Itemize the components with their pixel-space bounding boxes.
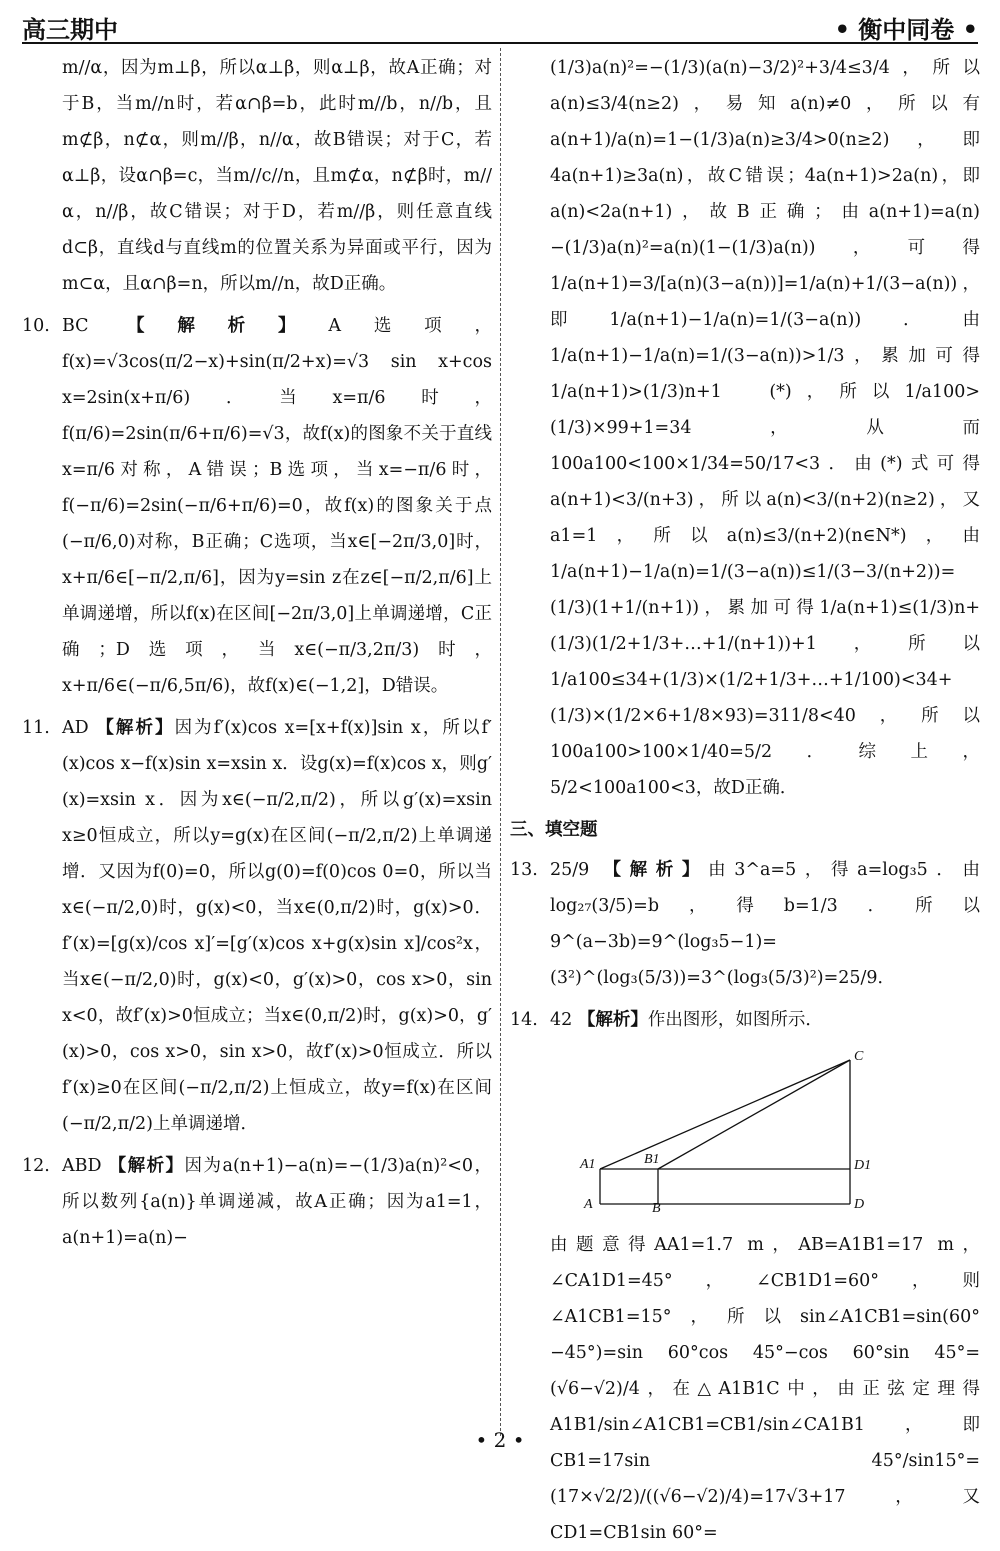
left-column xyxy=(22,50,492,1262)
analysis-tag: 【解析】 xyxy=(96,718,175,738)
question-12 xyxy=(22,1148,492,1256)
page-number: • 2 • xyxy=(475,1428,525,1452)
label-b1: B1 xyxy=(644,1152,660,1167)
analysis-tag: 【解析】 xyxy=(126,316,329,336)
question-number: 11. xyxy=(22,718,50,738)
label-c: C xyxy=(854,1049,864,1064)
geometry-figure xyxy=(550,1044,980,1227)
column-divider xyxy=(500,48,501,1436)
answer: 42 xyxy=(550,1010,573,1030)
question-10 xyxy=(22,308,492,704)
header-title: 高三期中 xyxy=(22,15,118,44)
question-number: 10. xyxy=(22,316,50,336)
question-13 xyxy=(510,852,980,996)
q12-continuation: (1/3)a(n)²=−(1/3)(a(n)−3/2)²+3/4≤3/4，所以a(n)≤3/4(n≥2)，易知a(n)≠0，所以有a(n+1)/a(n)=1−(1/3)a(n)≥3/4>0(n≥2)，即4a(n+1)≥3a(n)，故C错误；4a(n+1)>2a(n)，即a(n)<2a(n+1)，故B正确；由a(n+1)=a(n)−(1/3)a(n)²=a(n)(1−(1/3)a(n))，可得1/a(n+1)=3/[a(n)(3−a(n))]=1/a(n)+1/(3−a(n))，即1/a(n+1)−1/a(n)=1/(3−a(n))．由1/a(n+1)−1/a(n)=1/(3−a(n))>1/3，累加可得1/a(n+1)>(1/3)n+1 (*)，所以1/a100>(1/3)×99+1=34，从而100a100<100×1/34=50/17<3．由(*)式可得a(n+1)<3/(n+3)，所以a(n)<3/(n+2)(n≥2)，又a1=1，所以a(n)≤3/(n+2)(n∈N*)，由1/a(n+1)−1/a(n)=1/(3−a(n))≤1/(3−3/(n+2))=(1/3)(1+1/(n+1))，累加可得1/a(n+1)≤(1/3)n+(1/3)(1/2+1/3+…+1/(n+1))+1，所以1/a100≤34+(1/3)×(1/2+1/3+…+1/100)<34+(1/3)×(1/2×6+1/8×93)=311/8<40，所以100a100>100×1/40=5/2．综上，5/2<100a100<3，故D正确． xyxy=(550,58,980,798)
answer: AD xyxy=(62,718,89,738)
answer: 25/9 xyxy=(550,860,590,880)
question-number: 14. xyxy=(510,1010,538,1030)
question-number: 12. xyxy=(22,1156,50,1176)
label-a: A xyxy=(584,1197,593,1212)
header-brand: • 衡中同卷 • xyxy=(834,15,978,44)
analysis-tag: 【解析】 xyxy=(577,1010,648,1030)
analysis-text: 由3^a=5，得a=log₃5．由log₂₇(3/5)=b，得b=1/3．所以9^(a−3b)=9^(log₃5−1)=(3²)^(log₃(5/3))=3^(log₃(5/3)²)=25/9． xyxy=(550,860,980,988)
analysis-tag: 【解析】 xyxy=(108,1156,185,1176)
q9-continuation: m//α，因为m⊥β，所以α⊥β，则α⊥β，故A正确；对于B，当m//n时，若α∩β=b，此时m//b，n//b，且m⊄β，n⊄α，则m//β，n//α，故B错误；对于C，若α⊥β，设α∩β=c，当m//c//n，且m⊄α，n⊄β时，m//α，n//β，故C错误；对于D，若m//β，则任意直线d⊂β，直线d与直线m的位置关系为异面或平行，因为m⊂α，且α∩β=n，所以m//n，故D正确。 xyxy=(62,58,492,294)
line-a1-c xyxy=(600,1060,850,1169)
line-b1-c xyxy=(658,1060,850,1169)
question-number: 13. xyxy=(510,860,538,880)
label-d1: D1 xyxy=(854,1158,870,1173)
question-11 xyxy=(22,710,492,1142)
section-heading: 三、填空题 xyxy=(510,820,598,840)
answer: ABD xyxy=(62,1156,102,1176)
header-rule xyxy=(22,42,978,44)
label-b: B xyxy=(652,1201,661,1214)
analysis-text: 作出图形，如图所示． xyxy=(647,1010,823,1030)
analysis-text: 因为f′(x)cos x=[x+f(x)]sin x，所以f′(x)cos x−f(x)sin x=xsin x．设g(x)=f(x)cos x，则g′(x)=xsin x．因为x∈(−π/2,π/2)，所以g′(x)=xsin x≥0恒成立，所以y=g(x)在区间(−π/2,π/2)上单调递增．又因为f(0)=0，所以g(0)=f(0)cos 0=0，所以当x∈(−π/2,0)时，g(x)<0，当x∈(0,π/2)时，g(x)>0．f′(x)=[g(x)/cos x]′=[g′(x)cos x+g(x)sin x]/cos²x，当x∈(−π/2,0)时，g(x)<0，g′(x)>0，cos x>0，sin x<0，故f′(x)>0恒成立；当x∈(0,π/2)时，g(x)>0，g′(x)>0，cos x>0，sin x>0，故f′(x)>0恒成立．所以f′(x)≥0在区间(−π/2,π/2)上恒成立，故y=f(x)在区间(−π/2,π/2)上单调递增． xyxy=(62,718,492,1134)
q14-continuation: 由题意得AA1=1.7 m，AB=A1B1=17 m，∠CA1D1=45°，∠CB1D1=60°，则∠A1CB1=15°，所以sin∠A1CB1=sin(60°−45°)=sin 60°cos 45°−cos 60°sin 45°=(√6−√2)/4，在△A1B1C中，由正弦定理得A1B1/sin∠A1CB1=CB1/sin∠CA1B1，即CB1=17sin 45°/sin15°=(17×√2/2)/((√6−√2)/4)=17√3+17，又CD1=CB1sin 60°= xyxy=(550,1235,980,1543)
analysis-text: A选项，f(x)=√3cos(π/2−x)+sin(π/2+x)=√3 sin x+cos x=2sin(x+π/6)．当x=π/6时，f(π/6)=2sin(π/6+π/6)=√3，故f(x)的图象不关于直线x=π/6对称，A错误；B选项，当x=−π/6时，f(−π/6)=2sin(−π/6+π/6)=0，故f(x)的图象关于点(−π/6,0)对称，B正确；C选项，当x∈[−2π/3,0]时，x+π/6∈[−π/2,π/6]，因为y=sin z在z∈[−π/2,π/6]上单调递增，所以f(x)在区间[−2π/3,0]上单调递增，C正确；D选项，当x∈(−π/3,2π/3)时，x+π/6∈(−π/6,5π/6)，故f(x)∈(−1,2]，D错误。 xyxy=(62,316,492,696)
right-column xyxy=(510,50,980,1551)
analysis-text: 因为a(n+1)−a(n)=−(1/3)a(n)²<0，所以数列{a(n)}单调递减，故A正确；因为a1=1，a(n+1)=a(n)− xyxy=(62,1156,492,1248)
analysis-tag: 【解析】 xyxy=(603,860,709,880)
answer: BC xyxy=(62,316,89,336)
triangle-diagram xyxy=(550,1044,870,1214)
question-14 xyxy=(510,1002,980,1038)
label-d: D xyxy=(854,1197,865,1212)
label-a1: A1 xyxy=(580,1157,596,1172)
